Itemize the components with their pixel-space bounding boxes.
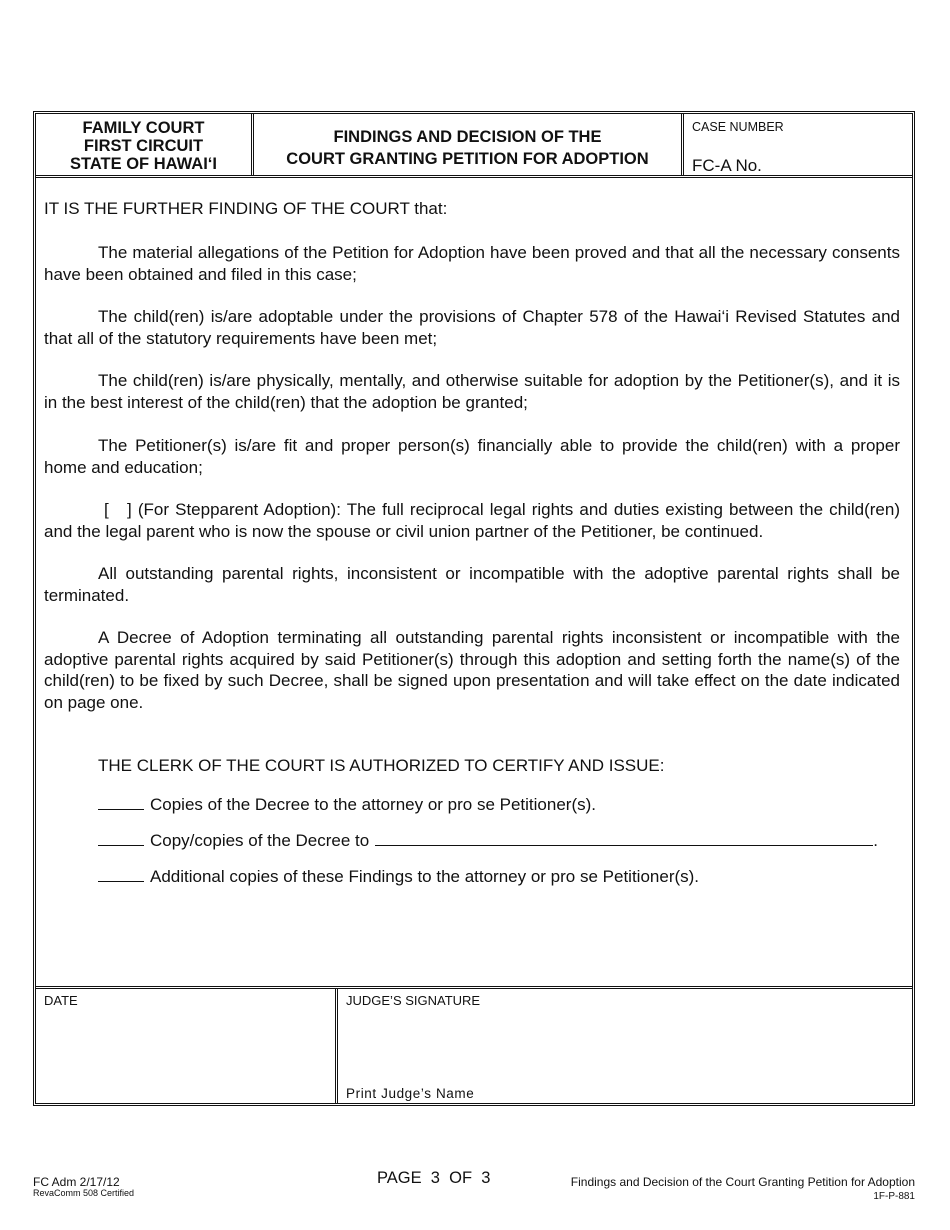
judge-signature-cell[interactable] xyxy=(338,989,912,1103)
copy-line-3 xyxy=(98,866,900,888)
footer-form-title: Findings and Decision of the Court Granting Petition for Adoption xyxy=(570,1175,915,1189)
copy-line-1-text: Copies of the Decree to the attorney or pro se Petitioner(s). xyxy=(150,795,597,814)
copy-line-2-period: . xyxy=(873,831,878,850)
case-number-value[interactable]: FC-A No. xyxy=(692,156,762,175)
signature-block xyxy=(36,986,912,1103)
finding-paragraph-2: The child(ren) is/are adoptable under the provisions of Chapter 578 of the Hawai‘i Revised Statutes and that all of the statutory requirements have been met; xyxy=(44,307,900,348)
clerk-authorization: THE CLERK OF THE COURT IS AUTHORIZED TO CERTIFY AND ISSUE: xyxy=(98,756,665,775)
copy-line-2-text: Copy/copies of the Decree to xyxy=(150,831,370,850)
copy-line-2 xyxy=(98,830,900,852)
form-header xyxy=(36,114,912,178)
copy-line-1 xyxy=(98,794,900,816)
print-judge-name-label: Print Judge’s Name xyxy=(346,1086,475,1101)
copy-line-3-blank[interactable] xyxy=(98,866,144,882)
finding-paragraph-7: A Decree of Adoption terminating all outstanding parental rights inconsistent or incompatible with the adoptive parental rights acquired by said Petitioner(s) through this adoption and setting forth the name(s) of the child(ren) to be fixed by such Decree, shall be signed upon presentation and will take effect on the date indicated on page one. xyxy=(44,628,900,712)
stepparent-text: (For Stepparent Adoption): The full reciprocal legal rights and duties existing between the child(ren) and the legal parent who is now the spouse or civil union partner of the Petitioner, be continued. xyxy=(44,500,900,541)
page-number: PAGE 3 OF 3 xyxy=(377,1169,491,1187)
stepparent-checkbox[interactable]: [ ] xyxy=(104,500,132,519)
form-title-line-2: COURT GRANTING PETITION FOR ADOPTION xyxy=(286,150,649,168)
copy-recipient-blank[interactable] xyxy=(375,830,873,846)
case-number-cell[interactable] xyxy=(684,114,912,175)
court-line-1: FAMILY COURT xyxy=(82,119,205,137)
certification-note: RevaComm 508 Certified xyxy=(33,1188,135,1198)
footer-form-code: 1F-P-881 xyxy=(873,1191,915,1202)
date-label: DATE xyxy=(44,993,78,1008)
finding-paragraph-5 xyxy=(44,499,900,542)
form-id: FC Adm 2/17/12 xyxy=(33,1175,120,1189)
finding-paragraph-1: The material allegations of the Petition for Adoption have been proved and that all the necessary consents have been obtained and filed in this case; xyxy=(44,243,900,284)
court-line-2: FIRST CIRCUIT xyxy=(83,137,204,155)
date-cell[interactable] xyxy=(36,989,338,1103)
form-title-line-1: FINDINGS AND DECISION OF THE xyxy=(333,128,602,146)
finding-paragraph-6: All outstanding parental rights, inconsistent or incompatible with the adoptive parental rights shall be terminated. xyxy=(44,564,900,605)
case-number-label: CASE NUMBER xyxy=(692,120,784,134)
form-title-cell xyxy=(254,114,684,175)
finding-paragraph-3: The child(ren) is/are physically, mentally, and otherwise suitable for adoption by the Petitioner(s), and it is in the best interest of the child(ren) that the adoption be granted; xyxy=(44,371,900,412)
court-name-cell xyxy=(36,114,254,175)
copy-line-1-blank[interactable] xyxy=(98,794,144,810)
court-line-3: STATE OF HAWAI‘I xyxy=(70,155,217,173)
copy-line-2-blank[interactable] xyxy=(98,830,144,846)
form-frame xyxy=(33,111,915,1106)
finding-paragraph-4: The Petitioner(s) is/are fit and proper person(s) financially able to provide the child(ren) with a proper home and education; xyxy=(44,436,900,477)
findings-lead: IT IS THE FURTHER FINDING OF THE COURT that: xyxy=(44,199,448,218)
copy-line-3-text: Additional copies of these Findings to the attorney or pro se Petitioner(s). xyxy=(150,867,700,886)
judge-signature-label: JUDGE’S SIGNATURE xyxy=(346,993,481,1008)
